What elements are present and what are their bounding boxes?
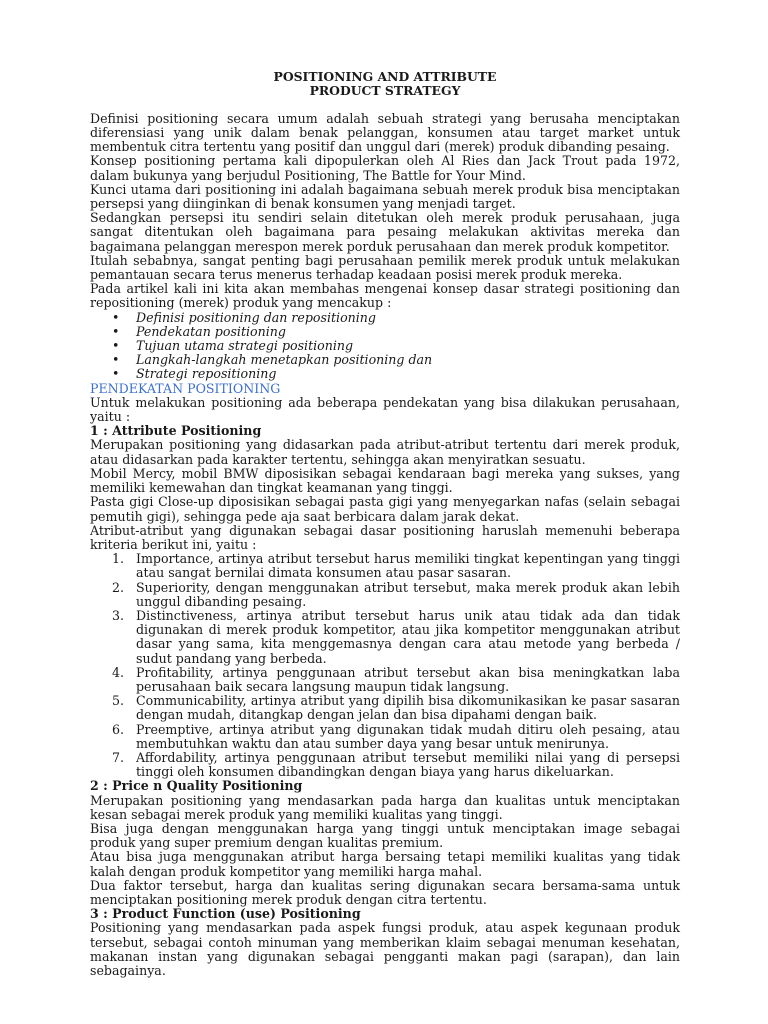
topic-item: • Tujuan utama strategi positioning	[90, 339, 680, 353]
attribute-paragraph: Atribut-atribut yang digunakan sebagai dasar positioning haruslah memenuhi beberapa kriteria berikut ini, yaitu :	[90, 522, 680, 552]
section-heading: PENDEKATAN POSITIONING	[90, 380, 281, 396]
criteria-list	[90, 552, 680, 779]
criteria-text: Distinctiveness, artinya atribut tersebut harus unik atau tidak ada dan tidak digunakan di merek produk kompetitor, atau jika kompetitor menggunakan atribut dasar yang sama, kita menggemasnya dengan cara atau metode yang berbeda / sudut pandang yang berbeda.	[136, 607, 680, 666]
intro-paragraph: Definisi positioning secara umum adalah sebuah strategi yang berusaha menciptakan diferensiasi yang unik dalam benak pelanggan, konsumen atau target market untuk membentuk citra tertentu yang positif dan unggul dari (merek) produk dibanding pesaing.	[90, 110, 680, 155]
criteria-number: 5.	[112, 693, 125, 709]
subheading-product-function: 3 : Product Function (use) Positioning	[90, 906, 361, 922]
criteria-item	[90, 552, 680, 580]
section-intro: Untuk melakukan positioning ada beberapa pendekatan yang bisa dilakukan perusahaan, yaitu :	[90, 394, 680, 425]
price-paragraph: Bisa juga dengan menggunakan harga yang tinggi untuk menciptakan image sebagai produk yang super premium dengan kualitas premium.	[90, 820, 680, 851]
title-line-1: POSITIONING AND ATTRIBUTE	[273, 69, 497, 84]
criteria-text: Profitability, artinya penggunaan atribut tersebut akan bisa meningkatkan laba perusahaan baik secara langsung maupun tidak langsung.	[136, 664, 680, 694]
attribute-paragraph: Pasta gigi Close-up diposisikan sebagai pasta gigi yang menyegarkan nafas (selain sebagai pemutih gigi), sehingga pede aja saat berbicara dalam jarak dekat.	[90, 494, 680, 524]
criteria-text: Communicability, artinya atribut yang dipilih bisa dikomunikasikan ke pasar sasaran dengan mudah, ditangkap dengan jelan dan bisa dipahami dengan baik.	[136, 693, 680, 723]
intro-paragraph: Kunci utama dari positioning ini adalah bagaimana sebuah merek produk bisa menciptakan persepsi yang diinginkan di benak konsumen yang menjadi target.	[90, 181, 680, 212]
intro-paragraph: Sedangkan persepsi itu sendiri selain ditetukan oleh merek produk perusahaan, juga sangat ditentukan oleh bagaimana para pesaing melakukan aktivitas mereka dan bagaimana pelanggan merespon merek porduk perusahaan dan merek produk kompetitor.	[90, 210, 680, 254]
subheading-attribute: 1 : Attribute Positioning	[90, 423, 262, 439]
criteria-number: 3.	[112, 607, 125, 623]
intro-paragraph: Itulah sebabnya, sangat penting bagi perusahaan pemilik merek produk untuk melakukan pemantauan secara terus menerus terhadap keadaan posisi merek produk mereka.	[90, 252, 680, 283]
title-line-2: PRODUCT STRATEGY	[309, 83, 461, 99]
intro-paragraph: Pada artikel kali ini kita akan membahas mengenai konsep dasar strategi positioning dan repositioning (merek) produk yang mencakup :	[90, 281, 680, 311]
attribute-paragraph: Mobil Mercy, mobil BMW diposisikan sebagai kendaraan bagi mereka yang sukses, yang memiliki kemewahan dan tingkat keamanan yang tinggi.	[90, 465, 680, 496]
criteria-item	[90, 751, 680, 779]
function-paragraph: Positioning yang mendasarkan pada aspek fungsi produk, atau aspek kegunaan produk tersebut, sebagai contoh minuman yang memberikan klaim sebagai menuman kesehatan, makanan instan yang digunakan sebagai pengganti makan pagi (sarapan), dan lain sebagainya.	[90, 920, 680, 978]
criteria-number: 2.	[112, 579, 125, 595]
topic-item: • Pendekatan positioning	[90, 325, 680, 339]
topic-list	[90, 311, 680, 382]
intro-paragraph: Konsep positioning pertama kali dipopulerkan oleh Al Ries dan Jack Trout pada 1972, dalam bukunya yang berjudul Positioning, The Battle for Your Mind.	[90, 153, 680, 183]
document-page	[90, 70, 680, 978]
price-paragraph: Dua faktor tersebut, harga dan kualitas sering digunakan secara bersama-sama untuk menciptakan positioning merek produk dengan citra tertentu.	[90, 877, 680, 907]
topic-item: • Langkah-langkah menetapkan positioning dan	[90, 353, 680, 367]
criteria-item	[90, 666, 680, 694]
criteria-number: 6.	[112, 721, 125, 737]
criteria-item	[90, 609, 680, 666]
criteria-item	[90, 694, 680, 722]
criteria-number: 7.	[112, 749, 125, 765]
document-title	[90, 70, 680, 99]
criteria-text: Importance, artinya atribut tersebut harus memiliki tingkat kepentingan yang tinggi atau sangat bernilai dimata konsumen atau pasar sasaran.	[136, 551, 680, 581]
topic-item: • Definisi positioning dan repositioning	[90, 311, 680, 325]
price-paragraph: Atau bisa juga menggunakan atribut harga bersaing tetapi memiliki kualitas yang tidak kalah dengan produk kompetitor yang memiliki harga mahal.	[90, 849, 680, 879]
criteria-number: 1.	[112, 551, 125, 567]
price-paragraph: Merupakan positioning yang mendasarkan pada harga dan kualitas untuk menciptakan kesan sebagai merek produk yang memiliki kualitas yang tinggi.	[90, 792, 680, 822]
criteria-text: Affordability, artinya penggunaan atribut tersebut memiliki nilai yang di persepsi tinggi oleh konsumen dibandingkan dengan biaya yang harus dikeluarkan.	[136, 749, 680, 780]
criteria-text: Preemptive, artinya atribut yang digunakan tidak mudah ditiru oleh pesaing, atau membutuhkan waktu dan atau sumber daya yang besar untuk menirunya.	[136, 721, 680, 751]
criteria-number: 4.	[112, 664, 125, 680]
criteria-text: Superiority, dengan menggunakan atribut tersebut, maka merek produk akan lebih unggul dibanding pesaing.	[136, 579, 680, 609]
topic-item: • Strategi repositioning	[90, 367, 680, 381]
criteria-item	[90, 723, 680, 751]
attribute-paragraph: Merupakan positioning yang didasarkan pada atribut-atribut tertentu dari merek produk, atau didasarkan pada karakter tertentu, sehingga akan menyiratkan sesuatu.	[90, 437, 680, 467]
subheading-price-quality: 2 : Price n Quality Positioning	[90, 778, 303, 794]
criteria-item	[90, 581, 680, 609]
